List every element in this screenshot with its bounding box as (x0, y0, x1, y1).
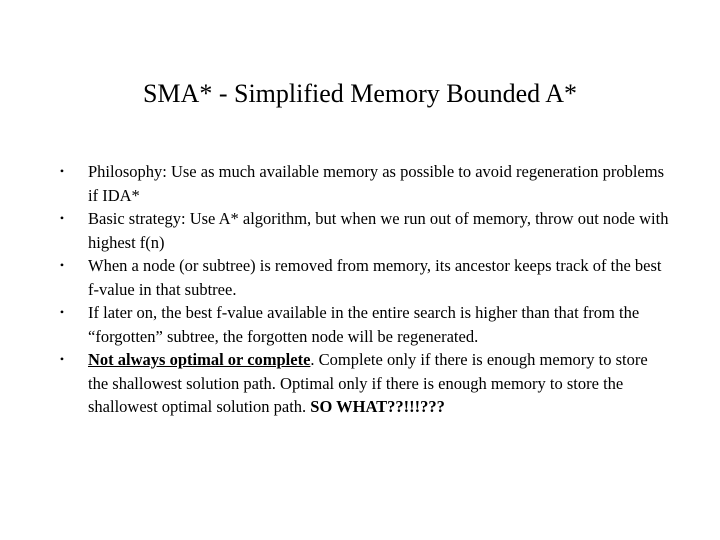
bullet-item-node-removal (55, 254, 670, 301)
bullet-dot-icon: • (59, 164, 65, 178)
bullet-dot-icon: • (59, 352, 65, 366)
bullet-text: Basic strategy: Use A* algorithm, but when we run out of memory, throw out node with highest f(n) (88, 209, 669, 252)
bullet-closing: SO WHAT??!!!??? (310, 397, 445, 416)
slide-title: SMA* - Simplified Memory Bounded A* (142, 79, 578, 108)
bullet-text: . Complete only if there is enough memory to store the shallowest solution path. Optimal only if there is enough memory to store the shallowest optimal solution path. (88, 350, 648, 416)
bullet-item-optimality (55, 348, 670, 419)
bullet-emphasis: Not always optimal or complete (88, 350, 311, 369)
bullet-item-philosophy (55, 160, 670, 207)
bullet-text: If later on, the best f-value available in the entire search is higher than that from the “forgotten” subtree, the forgotten node will be regenerated. (88, 303, 640, 346)
bullet-text: When a node (or subtree) is removed from memory, its ancestor keeps track of the best f-value in that subtree. (88, 256, 662, 299)
bullet-dot-icon: • (59, 305, 65, 319)
bullet-item-regeneration (55, 301, 670, 348)
bullet-list (55, 160, 670, 419)
bullet-dot-icon: • (59, 211, 65, 225)
bullet-dot-icon: • (59, 258, 65, 272)
bullet-text: Philosophy: Use as much available memory as possible to avoid regeneration problems if IDA* (88, 162, 665, 205)
bullet-item-basic-strategy (55, 207, 670, 254)
